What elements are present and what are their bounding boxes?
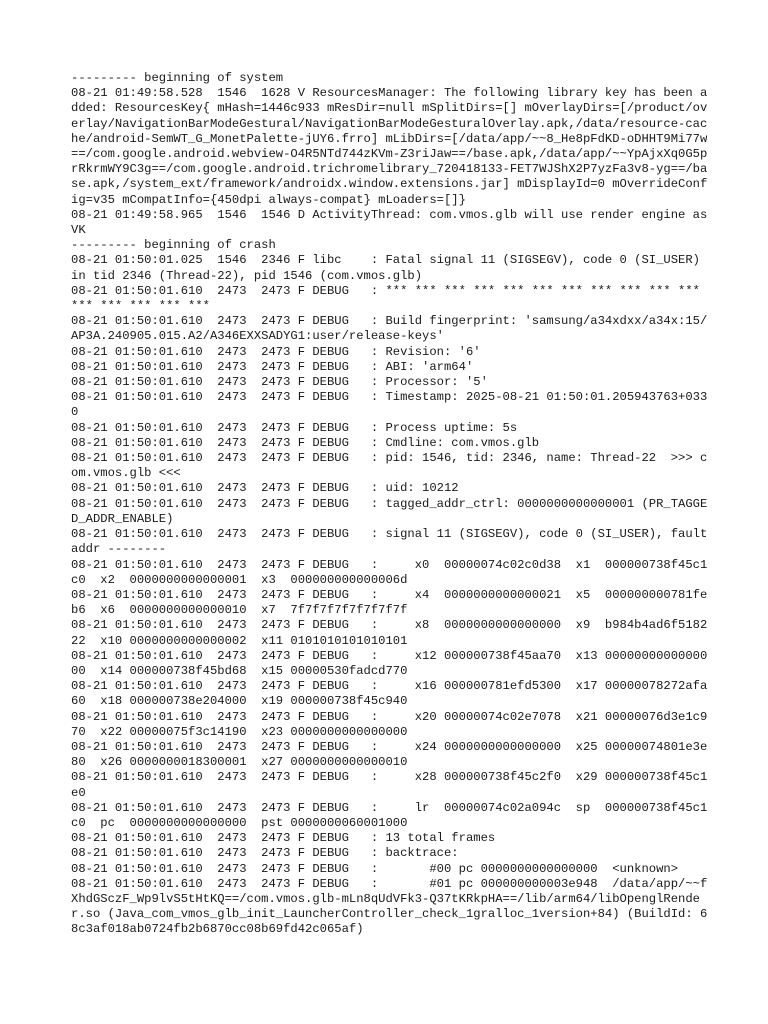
log-line: 08-21 01:50:01.610 2473 2473 F DEBUG : backtrace: — [71, 846, 459, 861]
log-line: 08-21 01:50:01.610 2473 2473 F DEBUG : Build fingerprint: 'samsung/a34xdxx/a34x:15/AP3A.240905.015.A2/A346EXXSADYG1:user/release-keys' — [71, 314, 708, 344]
log-line: 08-21 01:50:01.610 2473 2473 F DEBUG : x16 000000781efd5300 x17 00000078272afa60 x18 000000738e204000 x19 000000738f45c940 — [71, 679, 708, 709]
log-line: 08-21 01:50:01.610 2473 2473 F DEBUG : #00 pc 0000000000000000 <unknown> — [71, 861, 679, 876]
log-line: 08-21 01:50:01.610 2473 2473 F DEBUG : x0 00000074c02c0d38 x1 000000738f45c1c0 x2 0000000000000001 x3 000000000000006d — [71, 557, 708, 587]
log-line: 08-21 01:50:01.610 2473 2473 F DEBUG : x12 000000738f45aa70 x13 0000000000000000 x14 000000738f45bd68 x15 00000530fadcd770 — [71, 648, 708, 678]
log-line: 08-21 01:50:01.610 2473 2473 F DEBUG : Timestamp: 2025-08-21 01:50:01.205943763+0330 — [71, 390, 708, 420]
log-line: 08-21 01:50:01.610 2473 2473 F DEBUG : Processor: '5' — [71, 375, 488, 390]
log-line: 08-21 01:50:01.610 2473 2473 F DEBUG : #01 pc 000000000003e948 /data/app/~~fXhdGSczF_Wp9lvS5tHtKQ==/com.vmos.glb-mLn8qUdVFk3-Q37tKRkpHA==/lib/arm64/libOpenglRender.so (Java_com_vmos_glb_init_LauncherController_check_1gralloc_1version+84) (BuildId: 68c3af018ab0724fb2b6870cc08b69fd42c065af) — [71, 876, 708, 937]
log-line: 08-21 01:50:01.610 2473 2473 F DEBUG : Cmdline: com.vmos.glb — [71, 435, 540, 450]
log-line: 08-21 01:50:01.025 1546 2346 F libc : Fatal signal 11 (SIGSEGV), code 0 (SI_USER) in tid 2346 (Thread-22), pid 1546 (com.vmos.glb) — [71, 253, 708, 283]
log-line: 08-21 01:50:01.610 2473 2473 F DEBUG : x4 0000000000000021 x5 000000000781feb6 x6 0000000000000010 x7 7f7f7f7f7f7f7f7f — [71, 587, 708, 618]
log-line: 08-21 01:50:01.610 2473 2473 F DEBUG : *** *** *** *** *** *** *** *** *** *** *** *** *** *** *** *** — [71, 283, 708, 314]
log-line: 08-21 01:50:01.610 2473 2473 F DEBUG : tagged_addr_ctrl: 0000000000000001 (PR_TAGGED_ADDR_ENABLE) — [71, 496, 708, 526]
log-line: 08-21 01:50:01.610 2473 2473 F DEBUG : x8 0000000000000000 x9 b984b4ad6f518222 x10 0000000000000002 x11 0101010101010101 — [71, 618, 708, 648]
log-line: 08-21 01:50:01.610 2473 2473 F DEBUG : Process uptime: 5s — [71, 420, 518, 435]
log-line: 08-21 01:50:01.610 2473 2473 F DEBUG : signal 11 (SIGSEGV), code 0 (SI_USER), fault addr -------- — [71, 527, 715, 557]
log-line: 08-21 01:50:01.610 2473 2473 F DEBUG : x24 0000000000000000 x25 00000074801e3e80 x26 0000000018300001 x27 0000000000000010 — [71, 739, 708, 770]
log-line: 08-21 01:50:01.610 2473 2473 F DEBUG : x28 000000738f45c2f0 x29 000000738f45c1e0 — [71, 770, 708, 800]
log-line: 08-21 01:50:01.610 2473 2473 F DEBUG : x20 00000074c02e7078 x21 00000076d3e1c970 x22 00000075f3c14190 x23 0000000000000000 — [71, 709, 708, 739]
log-line: 08-21 01:50:01.610 2473 2473 F DEBUG : 13 total frames — [71, 831, 496, 846]
log-line: 08-21 01:49:58.965 1546 1546 D ActivityThread: com.vmos.glb will use render engine as VK — [71, 207, 715, 238]
log-line: 08-21 01:50:01.610 2473 2473 F DEBUG : Revision: '6' — [71, 344, 481, 359]
log-line: 08-21 01:50:01.610 2473 2473 F DEBUG : lr 00000074c02a094c sp 000000738f45c1c0 pc 0000000000000000 pst 0000000060001000 — [71, 800, 708, 830]
log-text — [71, 71, 715, 938]
log-line: 08-21 01:50:01.610 2473 2473 F DEBUG : uid: 10212 — [71, 481, 459, 496]
log-line: 08-21 01:49:58.528 1546 1628 V ResourcesManager: The following library key has been added: ResourcesKey{ mHash=1446c933 mResDir=null mSplitDirs=[] mOverlayDirs=[/product/overlay/NavigationBarModeGestural/NavigationBarModeGesturalOverlay.apk,/data/resource-cache/android-SemWT_G_MonetPalette-jUY6.frro] mLibDirs=[/data/app/~~8_He8pFdKD-oDHHT9Mi77w==/com.google.android.webview-O4R5NTd744zKVm-Z3riJaw==/base.apk,/data/app/~~YpAjxXq0G5prRkrmWY9C3g==/com.google.android.trichromelibrary_720418133-FET7WJShX2P7yzFa3v8-yg==/base.apk,/system_ext/framework/androidx.window.extensions.jar] mDisplayId=0 mOverrideConfig=v35 mCompatInfo={450dpi always-compat} mLoaders=[]} — [71, 86, 708, 207]
log-line: --------- beginning of system — [71, 71, 284, 85]
log-line: --------- beginning of crash — [71, 238, 276, 253]
log-line: 08-21 01:50:01.610 2473 2473 F DEBUG : pid: 1546, tid: 2346, name: Thread-22 >>> com.vmos.glb <<< — [71, 451, 708, 481]
log-line: 08-21 01:50:01.610 2473 2473 F DEBUG : ABI: 'arm64' — [71, 359, 474, 374]
